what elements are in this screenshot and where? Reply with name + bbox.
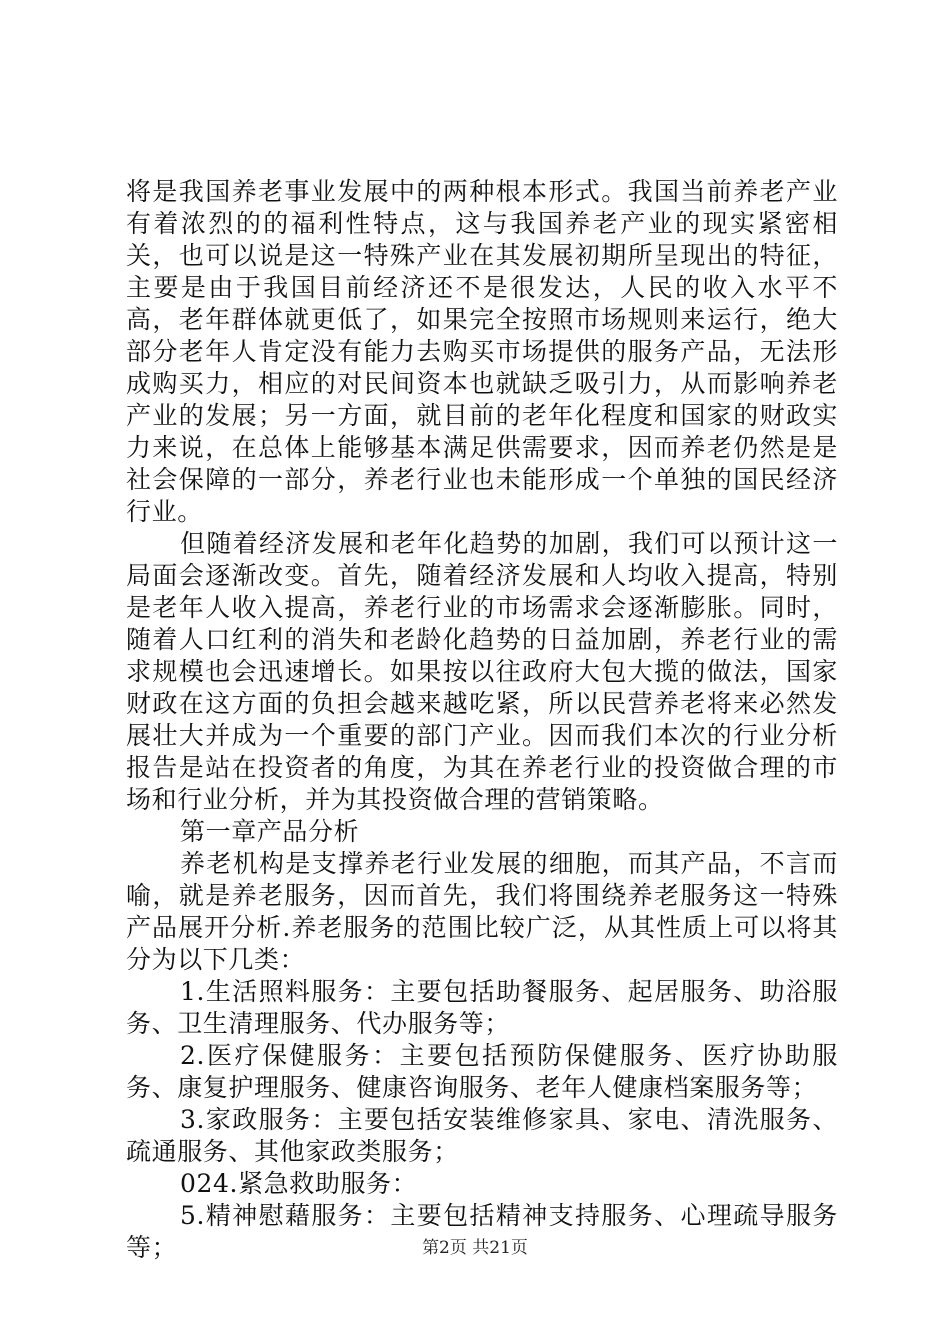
- page-footer: 第2页 共21页: [422, 1238, 528, 1258]
- list-item-spiritual-comfort: 5.精神慰藉服务：主要包括精神支持服务、心理疏导服务等；: [126, 1201, 838, 1262]
- list-item-medical-care: 2.医疗保健服务：主要包括预防保健服务、医疗协助服务、康复护理服务、健康咨询服务、老年人健康档案服务等；: [126, 1041, 838, 1102]
- paragraph-outlook: 但随着经济发展和老年化趋势的加剧，我们可以预计这一局面会逐渐改变。首先，随着经济发展和人均收入提高，特别是老年人收入提高，养老行业的市场需求会逐渐膨胀。同时，随着人口红利的消失和老龄化趋势的日益加剧，养老行业的需求规模也会迅速增长。如果按以往政府大包大揽的做法，国家财政在这方面的负担会越来越吃紧，所以民营养老将来必然发展壮大并成为一个重要的部门产业。因而我们本次的行业分析报告是站在投资者的角度，为其在养老行业的投资做合理的市场和行业分析，并为其投资做合理的营销策略。: [126, 529, 838, 814]
- list-item-housekeeping: 3.家政服务：主要包括安装维修家具、家电、清洗服务、疏通服务、其他家政类服务；: [126, 1105, 838, 1166]
- paragraph-continuation: 将是我国养老事业发展中的两种根本形式。我国当前养老产业有着浓烈的的福利性特点，这与我国养老产业的现实紧密相关，也可以说是这一特殊产业在其发展初期所呈现出的特征，主要是由于我国目前经济还不是很发达，人民的收入水平不高，老年群体就更低了，如果完全按照市场规则来运行，绝大部分老年人肯定没有能力去购买市场提供的服务产品，无法形成购买力，相应的对民间资本也就缺乏吸引力，从而影响养老产业的发展；另一方面，就目前的老年化程度和国家的财政实力来说，在总体上能够基本满足供需要求，因而养老仍然是是社会保障的一部分，养老行业也未能形成一个单独的国民经济行业。: [126, 177, 838, 526]
- chapter-heading: 第一章产品分析: [180, 817, 360, 846]
- document-body: [126, 176, 838, 1264]
- paragraph-product-intro: 养老机构是支撑养老行业发展的细胞，而其产品，不言而喻，就是养老服务，因而首先，我们将围绕养老服务这一特殊产品展开分析.养老服务的范围比较广泛，从其性质上可以将其分为以下几类：: [126, 849, 838, 974]
- list-item-life-care: 1.生活照料服务：主要包括助餐服务、起居服务、助浴服务、卫生清理服务、代办服务等；: [126, 977, 838, 1038]
- list-item-emergency-aid: 024.紧急救助服务：: [180, 1169, 418, 1198]
